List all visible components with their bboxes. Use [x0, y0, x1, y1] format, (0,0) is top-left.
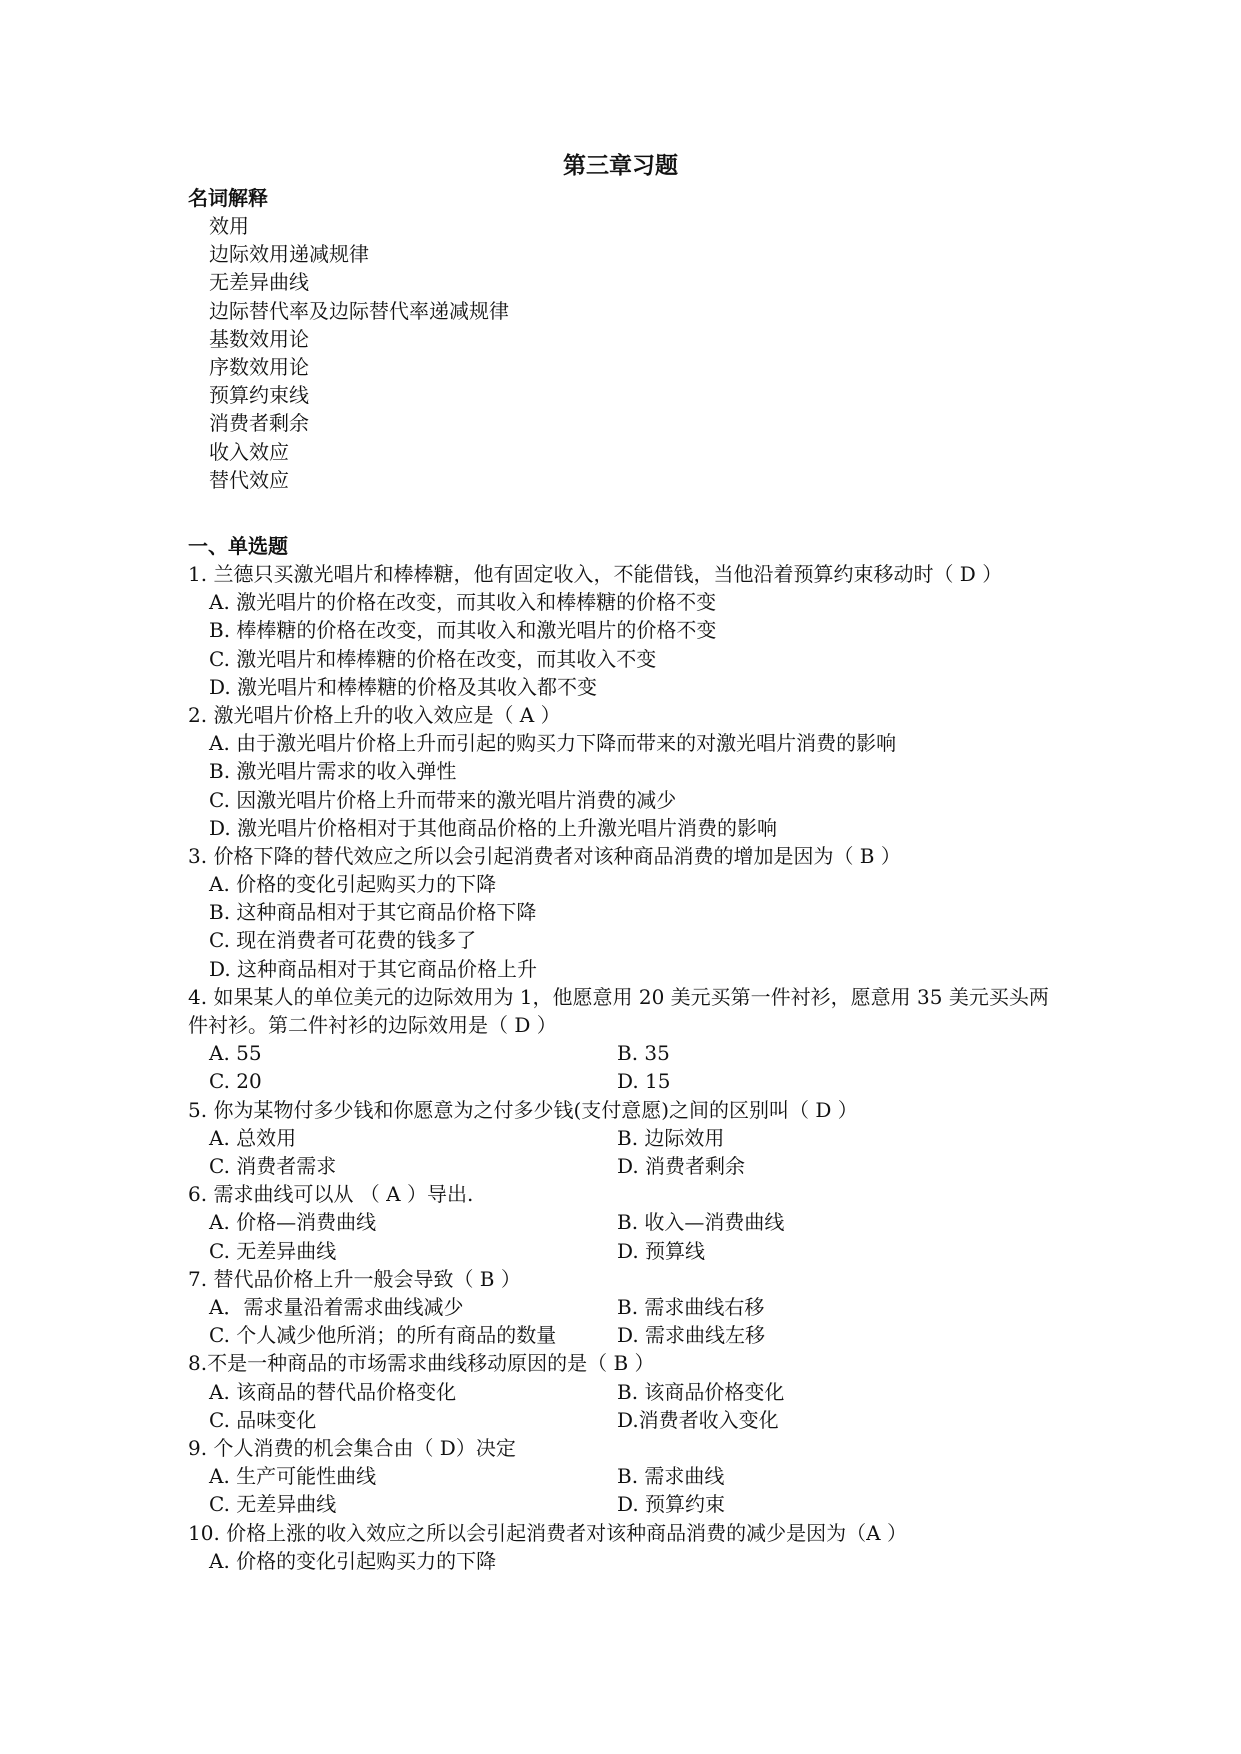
option-d: D. 预算约束: [617, 1492, 726, 1517]
option-b: B. 激光唱片需求的收入弹性: [209, 759, 457, 784]
option-a: A. 激光唱片的价格在改变，而其收入和棒棒糖的价格不变: [209, 590, 717, 615]
option-b: B. 这种商品相对于其它商品价格下降: [209, 900, 537, 925]
option-d: D. 激光唱片价格相对于其他商品价格的上升激光唱片消费的影响: [209, 815, 778, 840]
option-d: D. 需求曲线左移: [617, 1323, 766, 1348]
glossary-heading: 名词解释: [188, 186, 268, 210]
option-row: [0, 1293, 1241, 1321]
option-d: D. 15: [617, 1069, 671, 1094]
option-row: [0, 1321, 1241, 1349]
glossary-term: 替代效应: [209, 467, 289, 492]
option-a: A. 由于激光唱片价格上升而引起的购买力下降而带来的对激光唱片消费的影响: [209, 731, 897, 756]
question-stem: 5. 你为某物付多少钱和你愿意为之付多少钱(支付意愿)之间的区别叫（ D ）: [188, 1097, 858, 1122]
glossary-term: 序数效用论: [209, 354, 309, 379]
glossary-term: 边际效用递减规律: [209, 242, 369, 267]
option-b: B. 需求曲线: [617, 1464, 725, 1489]
option-row: [0, 1406, 1241, 1434]
glossary-term: 效用: [209, 214, 249, 238]
question-stem: 9. 个人消费的机会集合由（ D）决定: [188, 1435, 516, 1460]
question-stem: 1. 兰德只买激光唱片和棒棒糖，他有固定收入，不能借钱，当他沿着预算约束移动时（ D ）: [188, 562, 1003, 586]
option-c: C. 品味变化: [209, 1407, 317, 1432]
option-row: [0, 1067, 1241, 1095]
single-choice-heading: 一、单选题: [188, 534, 288, 558]
option-c: C. 20: [209, 1069, 262, 1094]
option-a: A. 价格的变化引起购买力的下降: [209, 872, 497, 897]
option-a: A. 该商品的替代品价格变化: [209, 1379, 457, 1404]
option-d: D. 这种商品相对于其它商品价格上升: [209, 956, 538, 981]
option-c: C. 个人减少他所消；的所有商品的数量: [209, 1323, 557, 1348]
option-row: [0, 1152, 1241, 1180]
option-row: [0, 1208, 1241, 1236]
question-stem: 8.不是一种商品的市场需求曲线移动原因的是（ B ）: [188, 1351, 655, 1376]
option-b: B. 35: [617, 1041, 670, 1066]
option-d: D. 预算线: [617, 1238, 706, 1263]
option-row: [0, 1462, 1241, 1490]
glossary-term: 基数效用论: [209, 326, 309, 351]
question-stem: 10. 价格上涨的收入效应之所以会引起消费者对该种商品消费的减少是因为（A ）: [188, 1520, 907, 1545]
page-title: 第三章习题: [563, 153, 678, 179]
option-b: B. 需求曲线右移: [617, 1295, 765, 1319]
option-row: [0, 1490, 1241, 1518]
option-c: C. 无差异曲线: [209, 1238, 337, 1263]
option-c: C. 因激光唱片价格上升而带来的激光唱片消费的减少: [209, 787, 677, 812]
glossary-term: 收入效应: [209, 439, 289, 464]
option-d: D. 消费者剩余: [617, 1154, 746, 1179]
option-a: A. 生产可能性曲线: [209, 1464, 377, 1489]
option-d: D. 激光唱片和棒棒糖的价格及其收入都不变: [209, 674, 598, 699]
option-a: A. 价格的变化引起购买力的下降: [209, 1548, 497, 1573]
glossary-section: [0, 184, 1241, 494]
option-d: D.消费者收入变化: [617, 1407, 779, 1432]
question-stem: 4. 如果某人的单位美元的边际效用为 1，他愿意用 20 美元买第一件衬衫，愿意用 35 美元买头两件衬衫。第二件衬衫的边际效用是（ D ）: [188, 984, 1049, 1038]
question-stem: 2. 激光唱片价格上升的收入效应是（ A ）: [188, 702, 561, 727]
option-row: [0, 1039, 1241, 1067]
option-b: B. 收入—消费曲线: [617, 1210, 785, 1235]
option-b: B. 边际效用: [617, 1125, 725, 1150]
option-b: B. 棒棒糖的价格在改变，而其收入和激光唱片的价格不变: [209, 618, 717, 643]
question-stem: 7. 替代品价格上升一般会导致（ B ）: [188, 1266, 521, 1291]
option-a: A. 总效用: [209, 1125, 297, 1150]
option-a: A. 价格—消费曲线: [209, 1210, 377, 1235]
option-b: B. 该商品价格变化: [617, 1379, 785, 1404]
option-c: C. 消费者需求: [209, 1154, 337, 1179]
option-row: [0, 1124, 1241, 1152]
question-stem: 6. 需求曲线可以从 （ A ）导出.: [188, 1182, 474, 1207]
option-c: C. 激光唱片和棒棒糖的价格在改变，而其收入不变: [209, 646, 657, 671]
question-stem: 3. 价格下降的替代效应之所以会引起消费者对该种商品消费的增加是因为（ B ）: [188, 843, 901, 868]
glossary-term: 预算约束线: [209, 383, 309, 408]
single-choice-section: [0, 532, 1241, 1575]
option-a: A．需求量沿着需求曲线减少: [209, 1295, 464, 1319]
option-a: A. 55: [209, 1041, 262, 1066]
option-c: C. 无差异曲线: [209, 1492, 337, 1517]
glossary-term: 边际替代率及边际替代率递减规律: [209, 298, 509, 323]
glossary-term: 消费者剩余: [209, 411, 309, 436]
option-row: [0, 1237, 1241, 1265]
option-row: [0, 1378, 1241, 1406]
option-c: C. 现在消费者可花费的钱多了: [209, 928, 477, 953]
glossary-term: 无差异曲线: [209, 270, 309, 295]
